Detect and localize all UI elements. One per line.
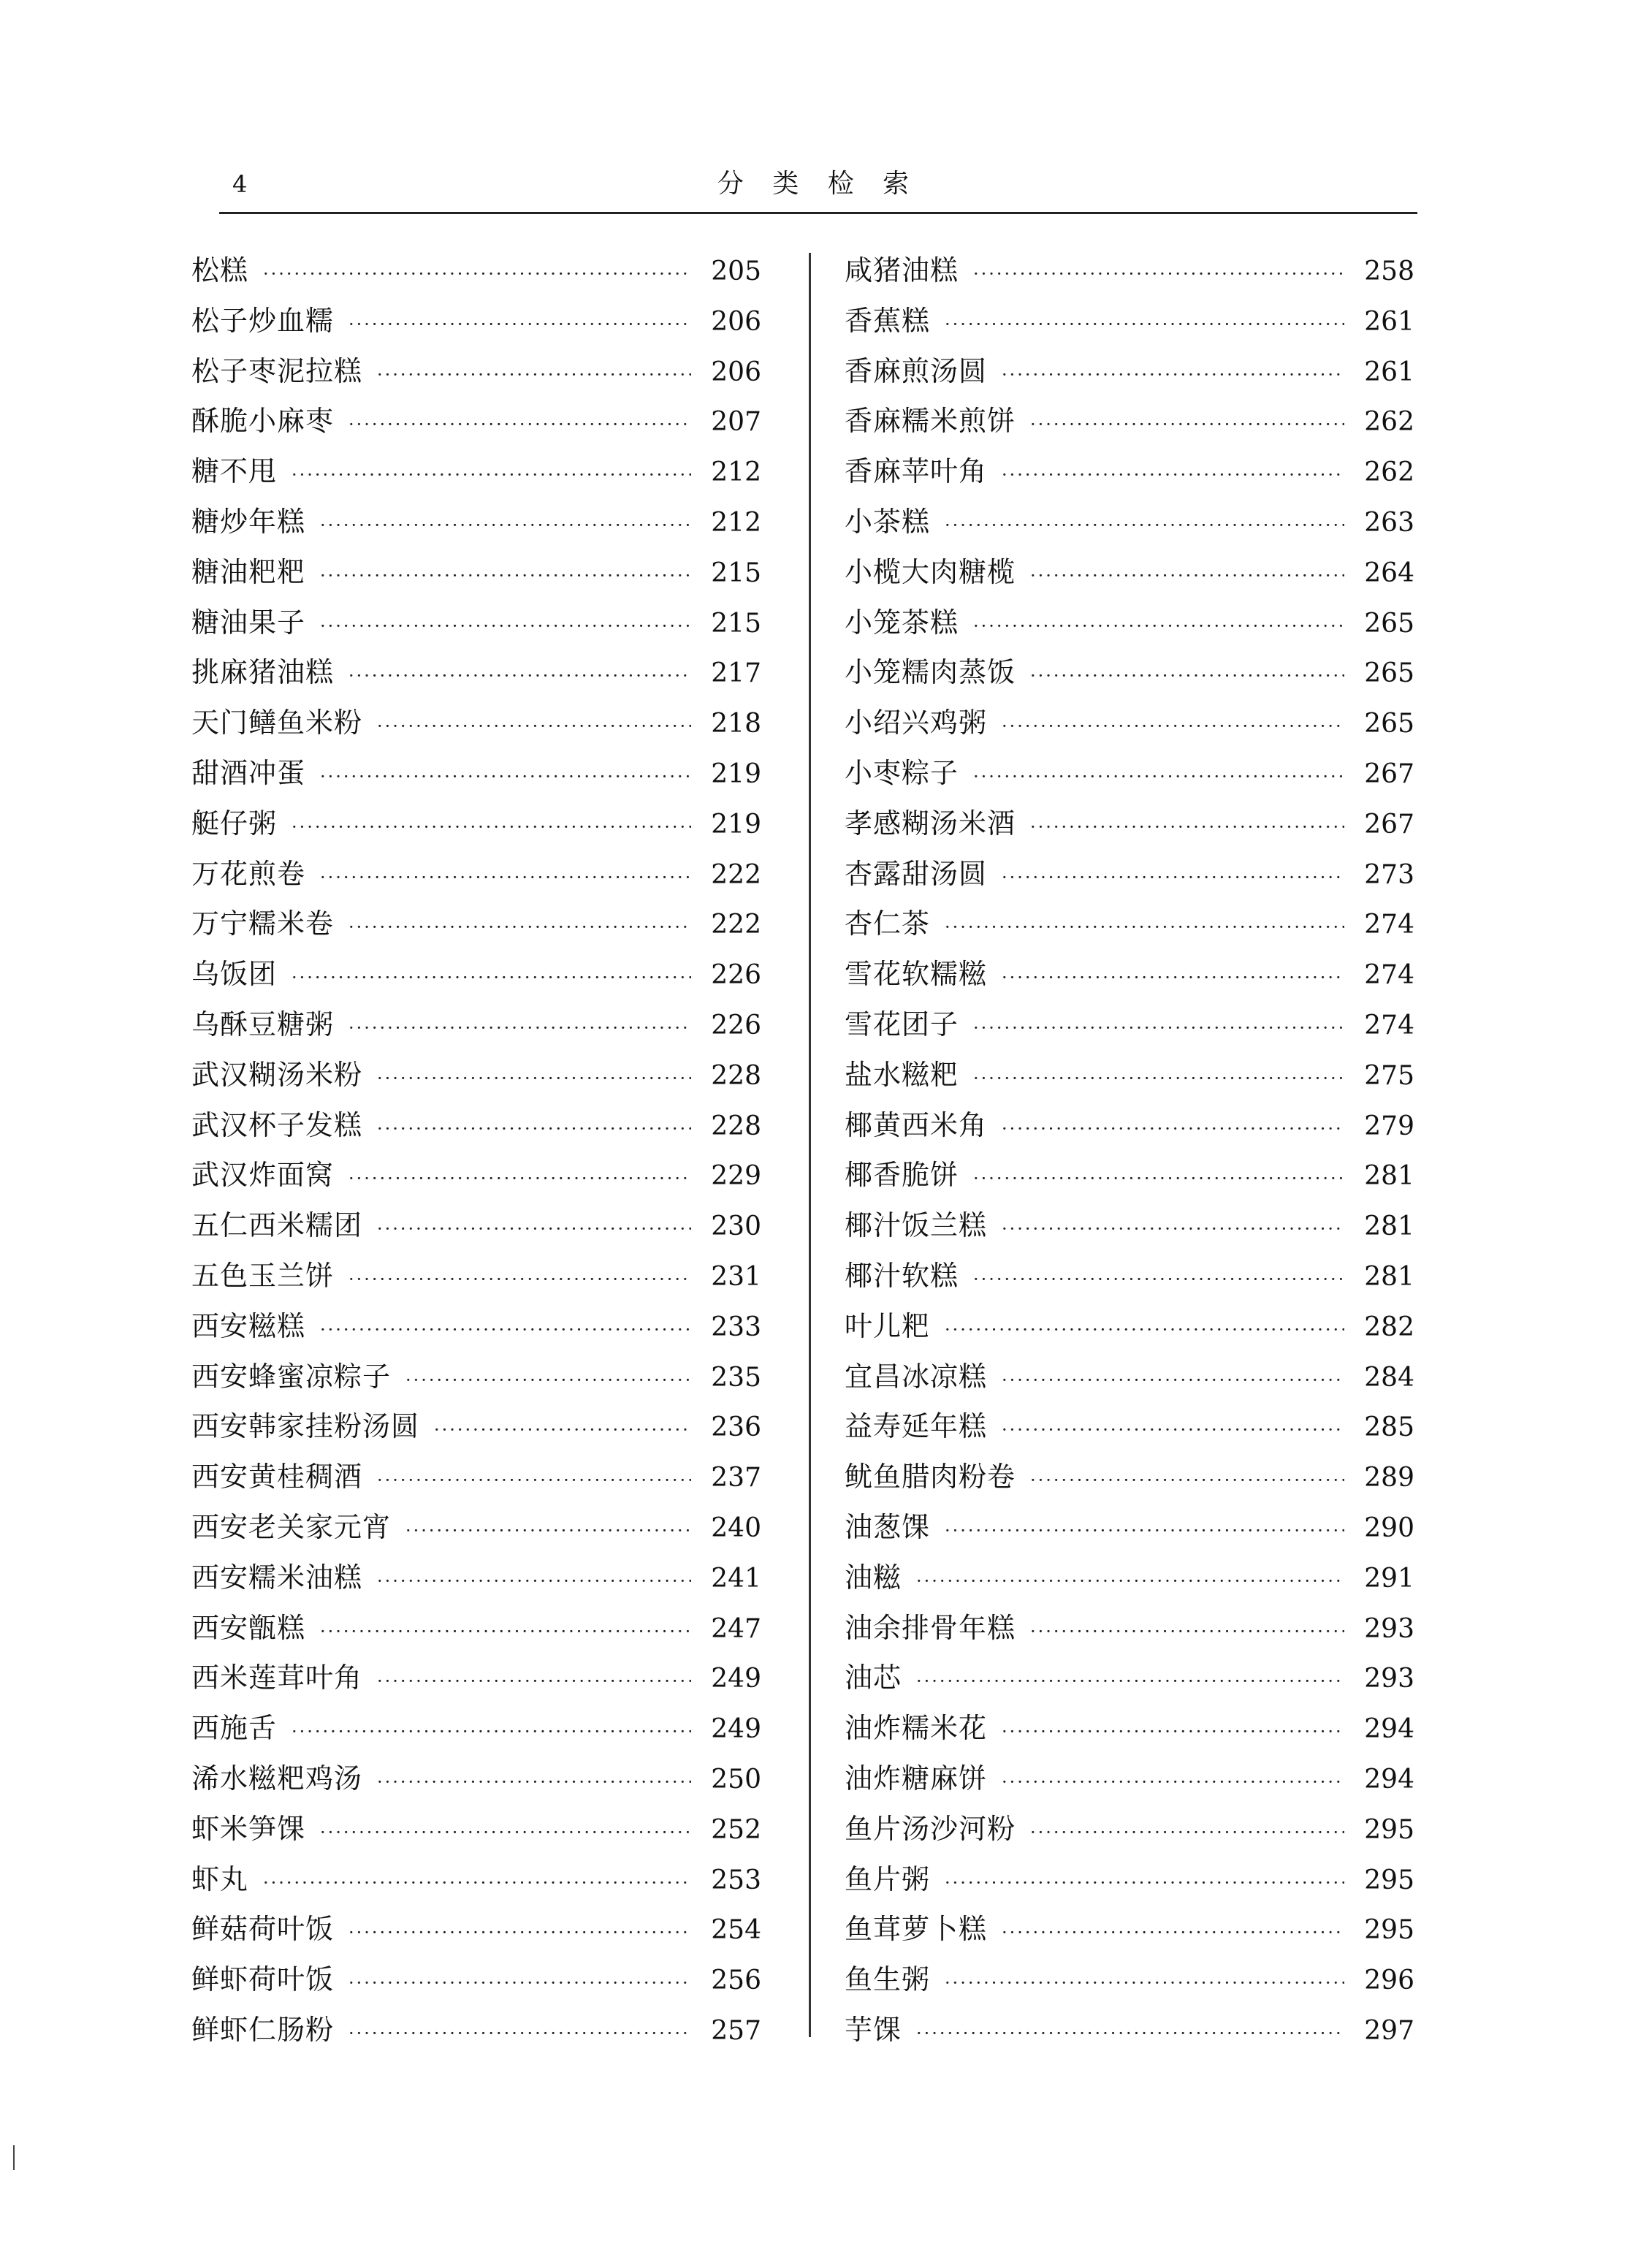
entry-name: 油葱馃 [845,1510,931,1543]
entry-name: 杏露甜汤圆 [845,857,988,890]
entry-name: 万宁糯米卷 [191,907,335,940]
entry-name: 椰汁软糕 [845,1259,959,1292]
index-entry [191,1301,761,1352]
index-entry [191,1754,761,1804]
index-entry [845,1000,1414,1050]
index-entry [845,1352,1414,1402]
leader-dots [377,1054,691,1103]
entry-name: 油余排骨年糕 [845,1611,1016,1644]
leader-dots [263,1858,691,1908]
index-entry [845,1401,1414,1452]
entry-page-number: 263 [1364,507,1414,538]
entry-name: 香蕉糕 [845,304,931,337]
entry-name: 小笼糯肉蒸饭 [845,656,1016,689]
entry-name: 叶儿粑 [845,1309,931,1342]
entry-name: 五色玉兰饼 [191,1259,335,1292]
index-entry [845,1854,1414,1905]
index-column-right [845,246,1414,2055]
index-entry [845,598,1414,648]
entry-page-number: 249 [711,1714,761,1745]
index-column-left [191,246,761,2055]
entry-page-number: 281 [1364,1261,1414,1292]
entry-page-number: 274 [1364,1010,1414,1040]
entry-page-number: 282 [1364,1312,1414,1342]
leader-dots [1030,651,1344,701]
index-entry [845,1804,1414,1854]
entry-name: 椰黄西米角 [845,1108,988,1141]
leader-dots [348,300,691,349]
entry-name: 糖油果子 [191,606,306,639]
leader-dots [945,902,1344,952]
index-entry [845,1301,1414,1352]
leader-dots [377,1656,691,1706]
entry-page-number: 264 [1364,558,1414,588]
leader-dots [973,1003,1344,1053]
entry-name: 鲜菇荷叶饭 [191,1913,335,1946]
entry-page-number: 207 [711,407,761,438]
index-entry [191,1553,761,1603]
leader-dots [377,1204,691,1254]
column-divider [809,253,811,2037]
index-entry [191,497,761,547]
entry-page-number: 222 [711,859,761,890]
entry-name: 虾米笋馃 [191,1812,306,1845]
entry-name: 武汉炸面窝 [191,1159,335,1192]
entry-name: 鲜虾仁肠粉 [191,2013,335,2046]
entry-name: 油炸糯米花 [845,1712,988,1745]
entry-page-number: 273 [1364,859,1414,890]
entry-page-number: 293 [1364,1664,1414,1694]
index-entry [191,1452,761,1502]
leader-dots [1030,1808,1344,1857]
entry-name: 糖炒年糕 [191,505,306,538]
leader-dots [1002,1757,1344,1807]
index-entry [845,2005,1414,2055]
leader-dots [320,1305,691,1355]
entry-name: 西安糯米油糕 [191,1561,363,1594]
entry-page-number: 226 [711,1010,761,1040]
entry-page-number: 295 [1364,1915,1414,1946]
entry-name: 艇仔粥 [191,807,278,840]
leader-dots [292,953,691,1002]
index-entry [845,1703,1414,1754]
index-entry [191,1904,761,1955]
index-entry [845,799,1414,849]
leader-dots [348,400,691,449]
entry-page-number: 257 [711,2015,761,2046]
entry-name: 浠水糍粑鸡汤 [191,1762,363,1795]
leader-dots [973,1154,1344,1203]
leader-dots [945,1858,1344,1908]
index-entry [845,1955,1414,2005]
entry-name: 五仁西米糯团 [191,1209,363,1242]
entry-name: 糖不甩 [191,455,278,488]
entry-name: 鱼片汤沙河粉 [845,1812,1016,1845]
leader-dots [377,350,691,400]
entry-page-number: 258 [1364,256,1414,286]
index-entry [845,497,1414,547]
leader-dots [945,501,1344,550]
index-entry [191,698,761,748]
index-entry [191,849,761,899]
leader-dots [320,551,691,601]
leader-dots [292,1707,691,1757]
entry-page-number: 206 [711,357,761,387]
entry-page-number: 275 [1364,1060,1414,1091]
entry-name: 西米莲茸叶角 [191,1662,363,1694]
entry-page-number: 261 [1364,306,1414,337]
entry-name: 西安老关家元宵 [191,1510,392,1543]
leader-dots [973,249,1344,299]
leader-dots [434,1405,691,1455]
index-entry [845,547,1414,598]
entry-page-number: 294 [1364,1764,1414,1795]
entry-name: 香麻煎汤圆 [845,354,988,387]
leader-dots [973,1054,1344,1103]
entry-page-number: 256 [711,1966,761,1996]
index-entry [191,1401,761,1452]
entry-name: 糖油粑粑 [191,555,306,588]
entry-page-number: 267 [1364,758,1414,789]
leader-dots [945,300,1344,349]
entry-name: 芋馃 [845,2013,902,2046]
leader-dots [320,853,691,902]
index-entry [845,1502,1414,1553]
index-entry [191,1955,761,2005]
entry-page-number: 230 [711,1211,761,1242]
entry-name: 西安韩家挂粉汤圆 [191,1410,420,1443]
entry-name: 油芯 [845,1662,902,1694]
entry-page-number: 262 [1364,457,1414,488]
index-entry [191,2005,761,2055]
leader-dots [377,1757,691,1807]
entry-page-number: 219 [711,809,761,840]
entry-page-number: 265 [1364,709,1414,739]
entry-page-number: 241 [711,1563,761,1594]
entry-page-number: 247 [711,1613,761,1644]
leader-dots [348,2009,691,2058]
entry-page-number: 215 [711,608,761,639]
entry-page-number: 235 [711,1362,761,1393]
index-entry [191,1653,761,1703]
entry-page-number: 240 [711,1512,761,1543]
entry-page-number: 233 [711,1312,761,1342]
leader-dots [1002,853,1344,902]
entry-page-number: 285 [1364,1412,1414,1443]
leader-dots [1030,551,1344,601]
entry-page-number: 212 [711,507,761,538]
entry-name: 雪花软糯糍 [845,958,988,991]
leader-dots [1002,1405,1344,1455]
entry-name: 西安糍糕 [191,1309,306,1342]
entry-page-number: 297 [1364,2015,1414,2046]
index-entry [845,949,1414,1000]
index-entry [191,547,761,598]
entry-page-number: 262 [1364,407,1414,438]
entry-page-number: 261 [1364,357,1414,387]
entry-page-number: 254 [711,1915,761,1946]
entry-name: 西安甑糕 [191,1611,306,1644]
leader-dots [320,1808,691,1857]
entry-name: 椰汁饭兰糕 [845,1209,988,1242]
index-entry [845,1653,1414,1703]
index-entry [191,1603,761,1654]
leader-dots [1002,1355,1344,1405]
leader-dots [292,802,691,852]
leader-dots [973,1255,1344,1304]
leader-dots [916,1656,1344,1706]
entry-name: 甜酒冲蛋 [191,756,306,789]
entry-page-number: 296 [1364,1966,1414,1996]
leader-dots [405,1355,691,1405]
index-entry [191,1703,761,1754]
entry-name: 香麻糯米煎饼 [845,405,1016,438]
index-entry [191,647,761,698]
entry-page-number: 229 [711,1161,761,1192]
entry-name: 小笼茶糕 [845,606,959,639]
entry-page-number: 249 [711,1664,761,1694]
entry-name: 小榄大肉糖榄 [845,555,1016,588]
entry-page-number: 250 [711,1764,761,1795]
index-entry [845,346,1414,397]
entry-page-number: 290 [1364,1512,1414,1543]
index-entry [845,246,1414,296]
leader-dots [973,601,1344,651]
index-entry [845,1251,1414,1301]
entry-name: 椰香脆饼 [845,1159,959,1192]
leader-dots [405,1506,691,1556]
entry-name: 雪花团子 [845,1008,959,1040]
leader-dots [348,651,691,701]
index-entry [845,1603,1414,1654]
leader-dots [1030,1607,1344,1656]
leader-dots [320,601,691,651]
leader-dots [1002,701,1344,751]
entry-page-number: 231 [711,1261,761,1292]
entry-page-number: 212 [711,457,761,488]
index-entry [845,396,1414,446]
leader-dots [263,249,691,299]
entry-name: 小枣粽子 [845,756,959,789]
entry-name: 西安黄桂稠酒 [191,1461,363,1493]
leader-dots [916,1556,1344,1606]
leader-dots [1002,1908,1344,1957]
entry-name: 鱼片粥 [845,1862,931,1895]
leader-dots [1002,1104,1344,1154]
leader-dots [348,1908,691,1957]
leader-dots [1002,1707,1344,1757]
leader-dots [348,1958,691,2008]
index-entry [191,1200,761,1251]
index-entry [845,1200,1414,1251]
entry-page-number: 295 [1364,1814,1414,1845]
entry-page-number: 274 [1364,960,1414,991]
entry-page-number: 215 [711,558,761,588]
entry-name: 鱼生粥 [845,1963,931,1996]
index-entry [845,296,1414,346]
index-entry [191,346,761,397]
leader-dots [973,752,1344,802]
leader-dots [348,1154,691,1203]
leader-dots [320,501,691,550]
running-head-title: 分 类 检 索 [717,169,920,199]
leader-dots [945,1305,1344,1355]
entry-name: 孝感糊汤米酒 [845,807,1016,840]
index-entry [191,1251,761,1301]
leader-dots [1002,1204,1344,1254]
entry-page-number: 265 [1364,658,1414,689]
entry-name: 小绍兴鸡粥 [845,707,988,739]
page-number: 4 [232,170,248,198]
index-entry [845,748,1414,799]
leader-dots [348,902,691,952]
index-entry [191,1000,761,1050]
index-entry [191,446,761,497]
entry-name: 西施舌 [191,1712,278,1745]
entry-name: 武汉糊汤米粉 [191,1058,363,1091]
entry-page-number: 291 [1364,1563,1414,1594]
leader-dots [320,1607,691,1656]
entry-name: 鱼茸萝卜糕 [845,1913,988,1946]
index-entry [191,1150,761,1200]
leader-dots [945,1506,1344,1556]
entry-page-number: 228 [711,1060,761,1091]
index-entry [191,949,761,1000]
header-rule [219,212,1417,214]
entry-name: 香麻苹叶角 [845,455,988,488]
leader-dots [348,1255,691,1304]
leader-dots [377,1455,691,1505]
entry-page-number: 293 [1364,1613,1414,1644]
entry-name: 虾丸 [191,1862,249,1895]
entry-page-number: 217 [711,658,761,689]
index-entry [845,1452,1414,1502]
entry-name: 咸猪油糕 [845,254,959,286]
leader-dots [292,450,691,500]
entry-page-number: 236 [711,1412,761,1443]
entry-page-number: 279 [1364,1111,1414,1141]
entry-page-number: 265 [1364,608,1414,639]
entry-page-number: 274 [1364,910,1414,940]
entry-page-number: 281 [1364,1161,1414,1192]
index-entry [845,849,1414,899]
entry-name: 武汉杯子发糕 [191,1108,363,1141]
entry-page-number: 252 [711,1814,761,1845]
index-entry [845,1050,1414,1100]
entry-page-number: 222 [711,910,761,940]
index-entry [191,1352,761,1402]
leader-dots [320,752,691,802]
index-entry [191,1100,761,1151]
leader-dots [1030,400,1344,449]
entry-name: 盐水糍粑 [845,1058,959,1091]
leader-dots [1030,802,1344,852]
index-entry [191,1854,761,1905]
entry-name: 乌饭团 [191,958,278,991]
entry-name: 鱿鱼腊肉粉卷 [845,1461,1016,1493]
leader-dots [1002,450,1344,500]
entry-page-number: 219 [711,758,761,789]
entry-page-number: 281 [1364,1211,1414,1242]
entry-name: 宜昌冰凉糕 [845,1360,988,1393]
index-entry [191,598,761,648]
index-entry [845,1100,1414,1151]
entry-page-number: 228 [711,1111,761,1141]
entry-page-number: 226 [711,960,761,991]
leader-dots [1002,350,1344,400]
leader-dots [348,1003,691,1053]
entry-page-number: 284 [1364,1362,1414,1393]
entry-name: 挑麻猪油糕 [191,656,335,689]
index-entry [191,799,761,849]
entry-page-number: 205 [711,256,761,286]
entry-name: 万花煎卷 [191,857,306,890]
index-entry [191,296,761,346]
leader-dots [1030,1455,1344,1505]
entry-name: 西安蜂蜜凉粽子 [191,1360,392,1393]
index-entry [191,1502,761,1553]
index-entry [191,899,761,949]
entry-page-number: 206 [711,306,761,337]
index-entry [191,396,761,446]
entry-name: 松子枣泥拉糕 [191,354,363,387]
entry-name: 益寿延年糕 [845,1410,988,1443]
leader-dots [377,701,691,751]
entry-page-number: 237 [711,1463,761,1493]
entry-page-number: 289 [1364,1463,1414,1493]
index-entry [845,698,1414,748]
margin-mark [13,2145,15,2170]
index-entry [845,1150,1414,1200]
index-entry [845,1904,1414,1955]
index-entry [191,748,761,799]
index-entry [845,1553,1414,1603]
entry-name: 松子炒血糯 [191,304,335,337]
entry-name: 酥脆小麻枣 [191,405,335,438]
entry-name: 乌酥豆糖粥 [191,1008,335,1040]
leader-dots [945,1958,1344,2008]
entry-name: 杏仁茶 [845,907,931,940]
leader-dots [916,2009,1344,2058]
leader-dots [1002,953,1344,1002]
index-entry [845,1754,1414,1804]
entry-name: 松糕 [191,254,249,286]
index-entry [191,1804,761,1854]
entry-name: 天门鳝鱼米粉 [191,707,363,739]
entry-page-number: 253 [711,1865,761,1895]
leader-dots [377,1556,691,1606]
entry-page-number: 295 [1364,1865,1414,1895]
index-entry [845,899,1414,949]
entry-page-number: 267 [1364,809,1414,840]
entry-page-number: 294 [1364,1714,1414,1745]
entry-name: 油炸糖麻饼 [845,1762,988,1795]
index-entry [845,446,1414,497]
index-entry [191,246,761,296]
entry-name: 小茶糕 [845,505,931,538]
index-entry [845,647,1414,698]
leader-dots [377,1104,691,1154]
index-entry [191,1050,761,1100]
entry-name: 鲜虾荷叶饭 [191,1963,335,1996]
entry-page-number: 218 [711,709,761,739]
entry-name: 油糍 [845,1561,902,1594]
